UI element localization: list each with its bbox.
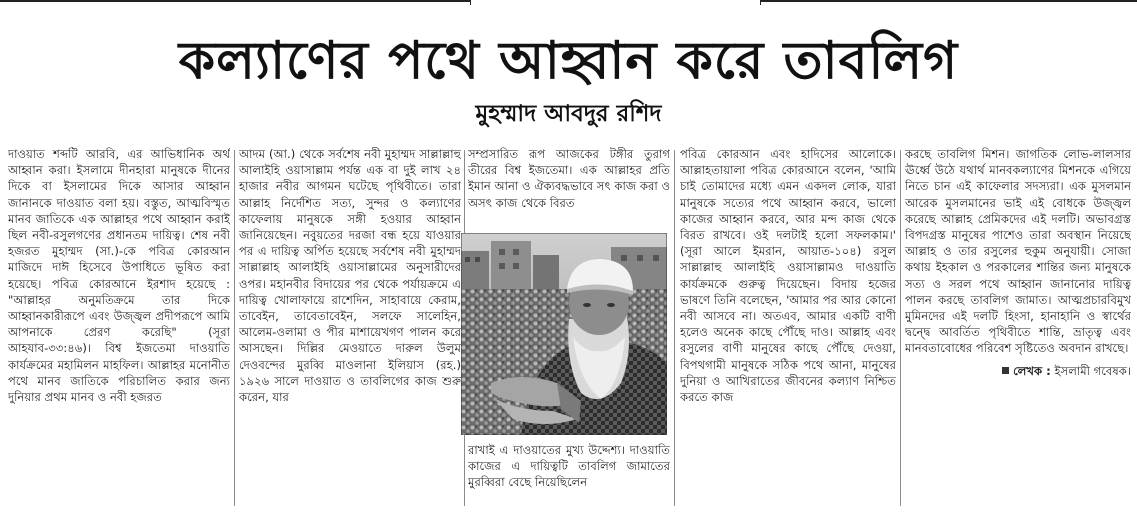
column-2: [239, 146, 461, 508]
column-3-top-text: সম্প্রসারিত রূপ আজকের টঙ্গীর তুরাগ তীরের বিশ্ব ইজতেমা। এক আল্লাহর প্রতি ইমান আনা ও ঐক্যবদ্ধভাবে সৎ কাজ করা ও অসৎ কাজ থেকে বিরত: [468, 147, 670, 210]
column-1: [8, 146, 230, 508]
square-bullet-icon: [1002, 367, 1009, 374]
column-2-text: আদম (আ.) থেকে সর্বশেষ নবী মুহাম্মদ সাল্লাল্লাহু আলাইহি ওয়াসাল্লাম পর্যন্ত এক বা দুই লাখ ২৪ হাজার নবীর আগমন ঘটেছে পৃথিবীতে। তারা আল্লাহ নির্দেশিত সত্য, সুন্দর ও কল্যাণের কাফেলায় মানুষকে সঙ্গী হওয়ার আহ্বান জানিয়েছেন। নবুয়তের দরজা বন্ধ হয়ে যাওয়ার পর এ দায়িত্ব অর্পিত হয়েছে সর্বশেষ নবী মুহাম্মদ সাল্লাল্লাহ আলাইহি ওয়াসাল্লামের অনুসারীদের ওপর। মহানবীর বিদায়ের পর থেকে পর্যায়ক্রমে এ দায়িত্ব খোলাফায়ে রাশেদিন, সাহাবায়ে কেরাম, তাবেইন, তাবেতাবেইন, সলফে সালেহিন, আলেম-ওলামা ও পীর মাশায়েখগণ পালন করে আসছেন। দিল্লির মেওয়াতে দারুল উলুম দেওবন্দের মুরব্বি মাওলানা ইলিয়াস (রহ.) ১৯২৬ সালে দাওয়াত ও তাবলিগের কাজ শুরু করেন, যার: [239, 147, 461, 405]
author-note: [905, 363, 1131, 379]
praying-man-photo: [461, 233, 667, 435]
column-4: [680, 146, 896, 508]
author-note-text: ইসলামী গবেষক।: [1054, 363, 1131, 378]
column-5: [905, 146, 1131, 508]
author-byline: মুহম্মাদ আবদুর রশিদ: [475, 101, 662, 127]
column-rule: [674, 150, 675, 506]
headline: কল্যাণের পথে আহ্বান করে তাবলিগ: [178, 31, 959, 91]
column-rule: [900, 150, 901, 506]
column-4-text: পবিত্র কোরআন এবং হাদিসের আলোকে। আল্লাহতায়ালা পবিত্র কোরআনে বলেন, 'আমি চাই তোমাদের মধ্যে এমন একদল লোক, যারা মানুষকে সত্যের পথে আহ্বান করবে, ভালো কাজের আহ্বান করবে, আর মন্দ কাজ থেকে বিরত রাখবে। ওই দলটাই হলো সফলকাম।' (সূরা আলে ইমরান, আয়াত-১০৪) রসুল সাল্লাল্লাহু আলাইহি ওয়াসাল্লামও দাওয়াতি কার্যক্রমকে গুরুত্ব দিয়েছেন। বিদায় হজের ভাষণে তিনি বলেছেন, 'আমার পর আর কোনো নবী আসবে না। অতএব, আমার একটি বাণী হলেও অনেক কাছে পৌঁছে দাও। আল্লাহ এবং রসুলের বাণী মানুষের কাছে পৌঁছে দেওয়া, বিপথগামী মানুষকে সঠিক পথে আনা, মানুষের দুনিয়া ও আখিরাতের জীবনের কল্যাণ নিশ্চিত করতে কাজ: [680, 147, 896, 405]
column-3-top: [468, 146, 670, 212]
author-note-label: লেখক :: [1013, 363, 1051, 378]
column-3-bottom-text: রাখাই এ দাওয়াতের মুখ্য উদ্দেশ্য। দাওয়াতি কাজের এ দায়িত্বটি তাবলিগ জামাতের মুরব্বিরা বেছে নিয়েছিলেন: [468, 443, 670, 490]
column-5-text: করছে তাবলিগ মিশন। জাগতিক লোভ-লালসার ঊর্ধ্বে উঠে যথার্থ মানবকল্যাণের মিশনকে এগিয়ে নিতে চান এই কাফেলার সদস্যরা। এক মুসলমান আরেক মুসলমানের ভাই এই বোধকে উজ্জ্বল করেছে আল্লাহ প্রেমিকদের এই দলটি। অভাবগ্রস্ত বিপদগ্রস্ত মানুষের পাশেও তারা অবস্থান নিয়েছে আল্লাহ ও তার রসুলের হুকুম অনুযায়ী। সোজা কথায় ইহকাল ও পরকালের শান্তির জন্য মানুষকে সত্য ও সরল পথে আহ্বান জানানোর দায়িত্ব পালন করছে তাবলিগ জামাত। আত্মপ্রচারবিমুখ মুমিনদের এই দলটি হিংসা, হানাহানি ও স্বার্থের দ্বন্দ্বে আবর্তিত পৃথিবীতে শান্তি, ভ্রাতৃত্ব এবং মানবতাবোধের পরিবেশ সৃষ্টিতেও অবদান রাখছে।: [905, 147, 1131, 356]
column-rule: [234, 150, 235, 506]
column-1-text: দাওয়াত শব্দটি আরবি, এর আভিধানিক অর্থ আহ্বান করা। ইসলামে দীনহারা মানুষকে দীনের দিকে বা ইসলামের দিকে আসার আহ্বান জানানকে দাওয়াত বলা হয়। বস্তুত, আত্মবিস্মৃত মানব জাতিকে এক আল্লাহর পথে আহ্বান করাই ছিল নবী-রসুলগণের প্রধানতম দায়িত্ব। শেষ নবী হজরত মুহাম্মদ (সা.)-কে পবিত্র কোরআন মাজিদে দাঈ হিসেবে উপাধিতে ভূষিত করা হয়েছে। পবিত্র কোরআনে ইরশাদ হয়েছে : "আল্লাহর অনুমতিক্রমে তার দিকে আহ্বানকারীরূপে এবং উজ্জ্বল প্রদীপরূপে আমি আপনাকে প্রেরণ করেছি" (সূরা আহযাব-৩৩:৪৬)। বিশ্ব ইজতেমা দাওয়াতি কার্যক্রমের মহামিলন মাহফিল। আল্লাহর মনোনীত পথে মানব জাতিকে পরিচালিত করার জন্য দুনিয়ার প্রথম মানব ও নবী হজরত: [8, 147, 230, 405]
top-rule: [0, 0, 1137, 4]
column-3-bottom: [468, 442, 670, 508]
